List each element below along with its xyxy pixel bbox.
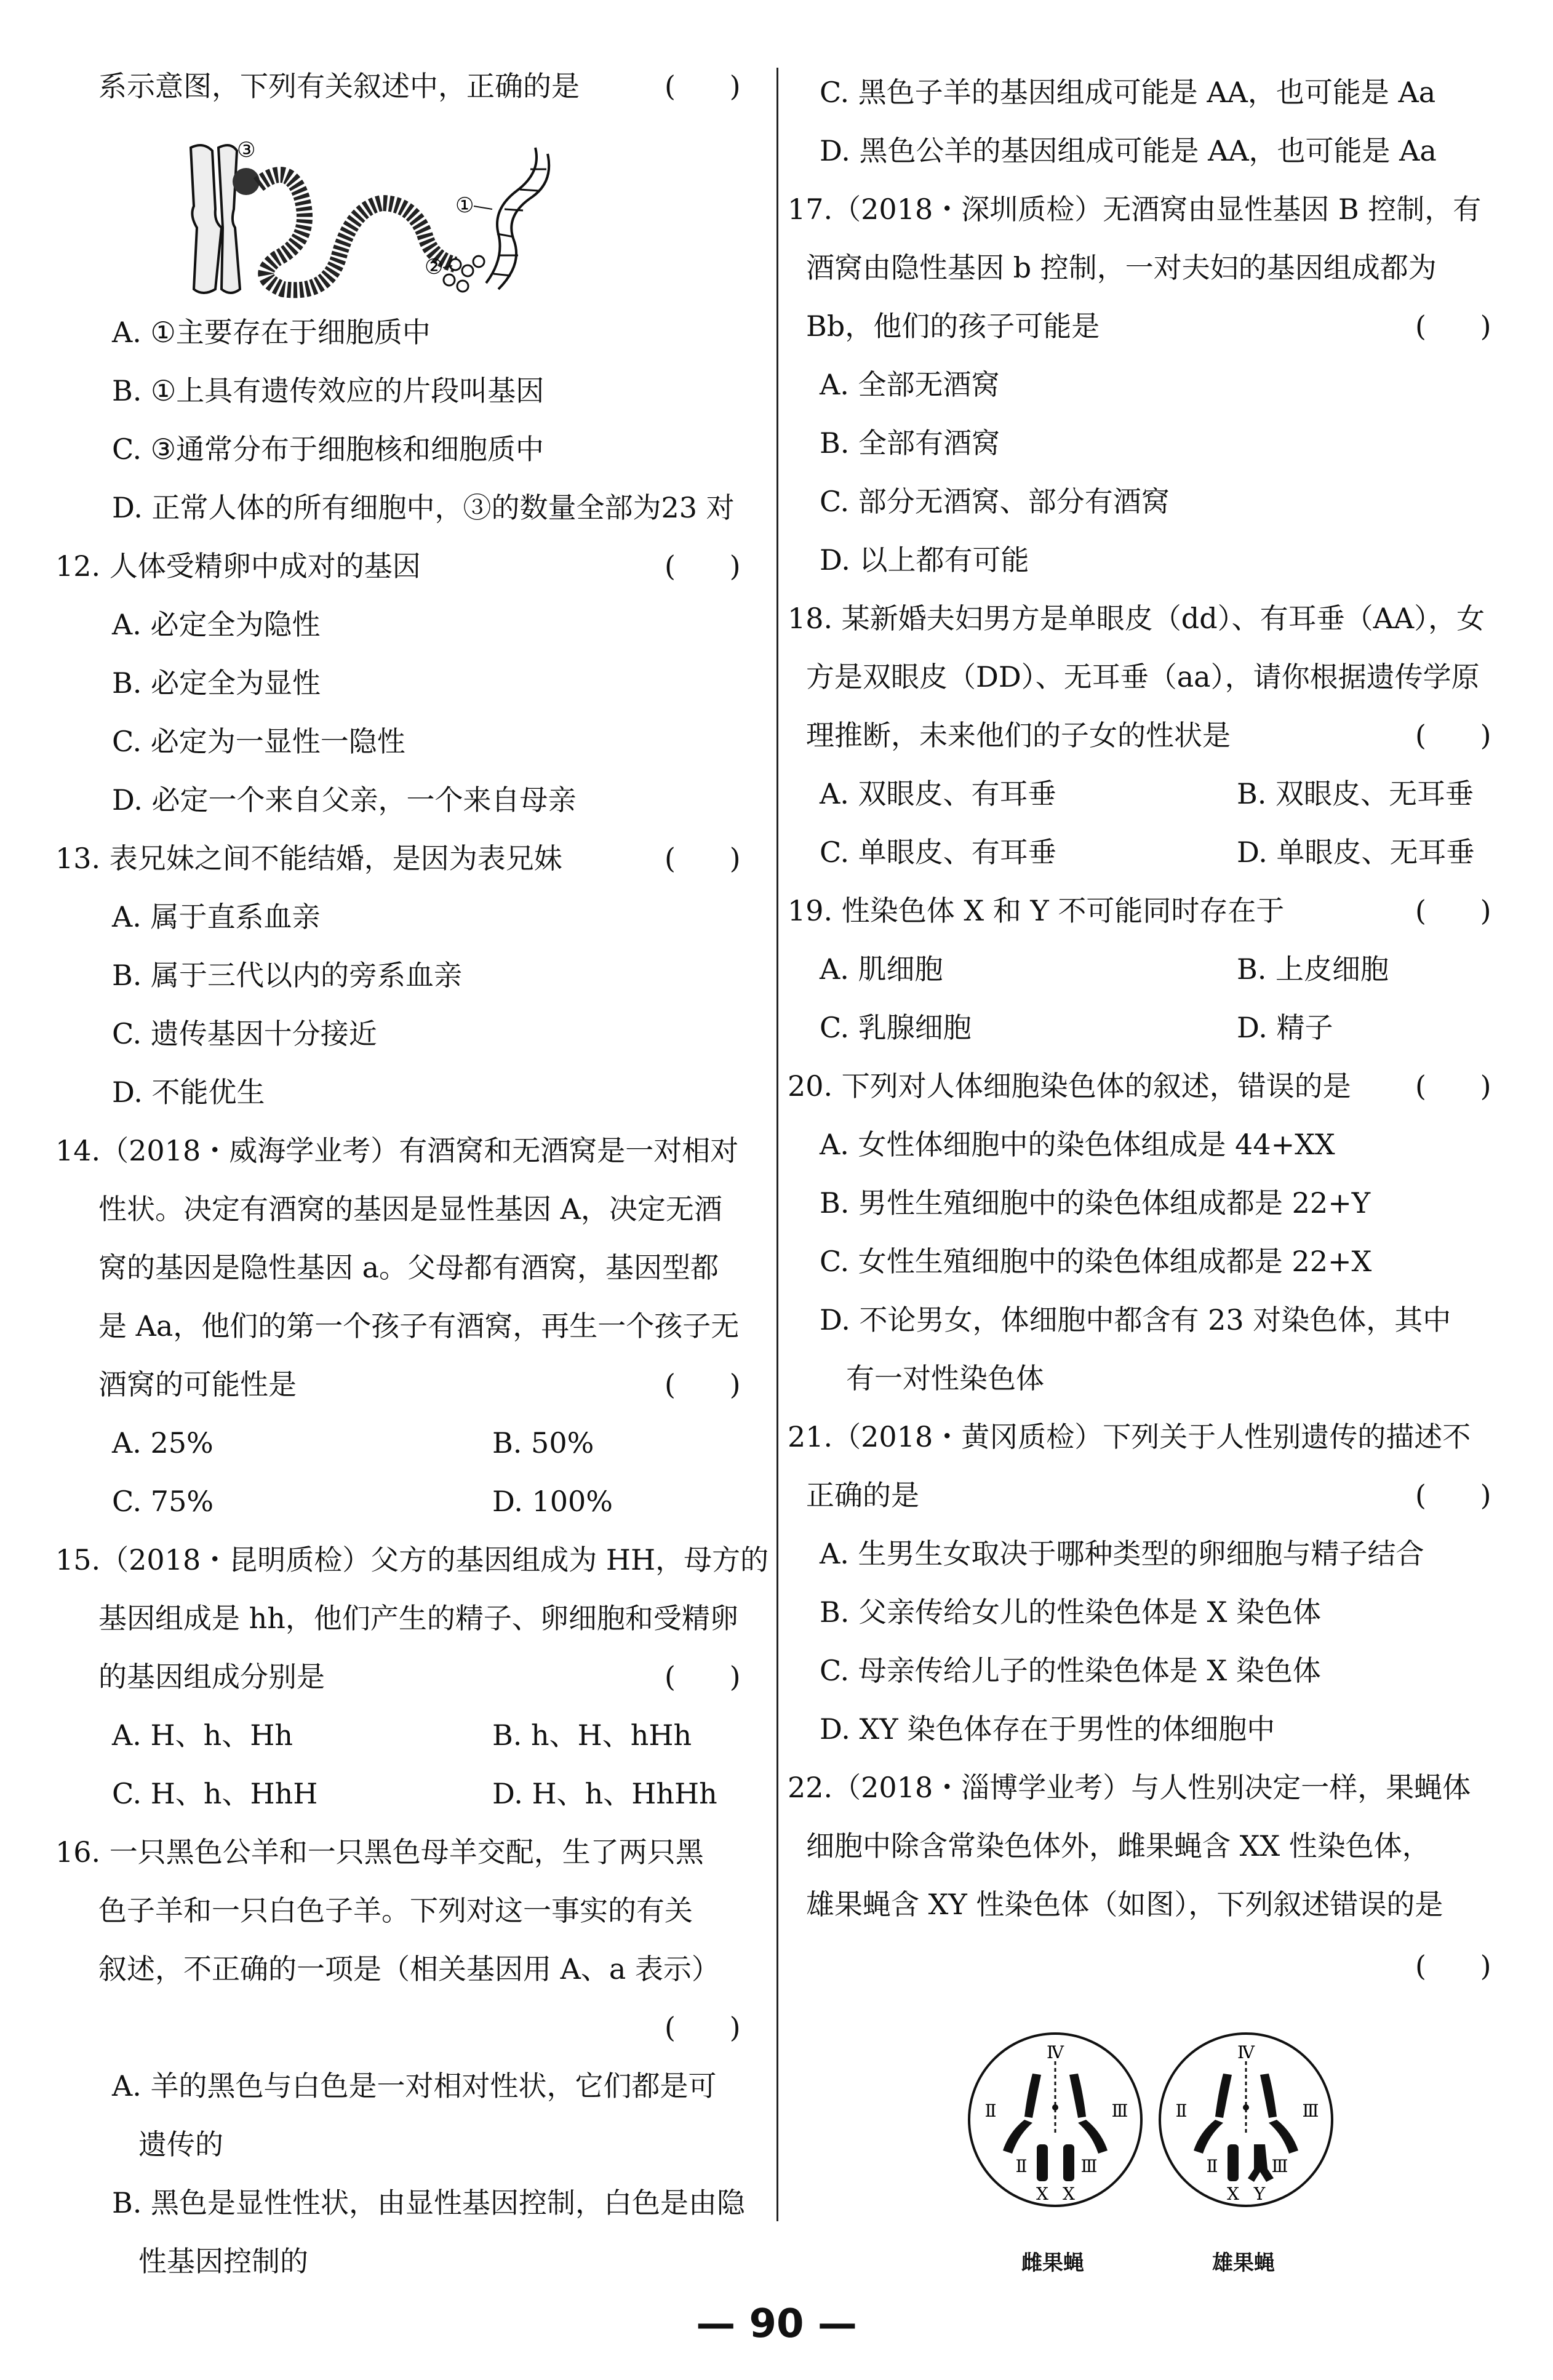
q15-option-b: B. h、H、hHh (492, 1719, 692, 1752)
q13-option-d: D. 不能优生 (112, 1076, 265, 1109)
q12-stem: 12. 人体受精卵中成对的基因 (55, 549, 421, 583)
figure-label-2: ② (425, 255, 444, 279)
chromosome-dna-figure (178, 135, 560, 301)
q19-option-b: B. 上皮细胞 (1237, 952, 1389, 986)
page-number: — 90 — (696, 2301, 857, 2347)
female-label-ii-top: Ⅱ (984, 2101, 997, 2121)
q15-answer-blank: ( ) (665, 1660, 741, 1693)
cell-nucleus-marker (233, 168, 260, 195)
q13-option-c: C. 遗传基因十分接近 (112, 1017, 377, 1050)
q20-option-c: C. 女性生殖细胞中的染色体组成都是 22+X (820, 1245, 1372, 1278)
q20-stem: 20. 下列对人体细胞染色体的叙述，错误的是 (788, 1069, 1351, 1103)
q21-option-b: B. 父亲传给女儿的性染色体是 X 染色体 (820, 1595, 1322, 1629)
male-label-iv: Ⅳ (1237, 2042, 1255, 2063)
q18-option-d: D. 单眼皮、无耳垂 (1237, 836, 1475, 869)
q16-option-b: B. 黑色是显性性状，由显性基因控制，白色是由隐 (112, 2186, 746, 2219)
q21-answer-blank: ( ) (1415, 1479, 1491, 1512)
q16-option-c: C. 黑色子羊的基因组成可能是 AA，也可能是 Aa (820, 76, 1436, 109)
dna-strand-2 (498, 154, 549, 289)
q12-option-c: C. 必定为一显性一隐性 (112, 725, 405, 758)
male-label-ii-top: Ⅱ (1175, 2101, 1188, 2121)
male-fly-caption: 雄果蝇 (1212, 2251, 1275, 2275)
q15-option-d: D. H、h、HhHh (492, 1777, 717, 1810)
q14-option-b: B. 50% (492, 1426, 594, 1460)
q18-line-1: 18. 某新婚夫妇男方是单眼皮（dd）、有耳垂（AA），女 (788, 602, 1485, 635)
dna-rungs (493, 169, 546, 276)
q17-line-1: 17.（2018・深圳质检）无酒窝由显性基因 B 控制，有 (788, 193, 1482, 226)
q20-option-b: B. 男性生殖细胞中的染色体组成都是 22+Y (820, 1186, 1371, 1220)
female-label-iii-bottom: Ⅲ (1080, 2156, 1098, 2176)
q11-answer-blank: ( ) (665, 70, 741, 103)
q22-answer-blank: ( ) (1415, 1949, 1491, 1983)
q15-line-3: 的基因组成分别是 (98, 1660, 325, 1693)
q16-line-1: 16. 一只黑色公羊和一只黑色母羊交配，生了两只黑 (55, 1835, 704, 1869)
q17-option-a: A. 全部无酒窝 (820, 368, 1000, 401)
q14-line-1: 14.（2018・威海学业考）有酒窝和无酒窝是一对相对 (55, 1134, 739, 1167)
q19-answer-blank: ( ) (1415, 894, 1491, 927)
q19-option-a: A. 肌细胞 (820, 952, 943, 986)
male-sex-chromosome-y: Y (1253, 2184, 1266, 2204)
q21-line-1: 21.（2018・黄冈质检）下列关于人性别遗传的描述不 (788, 1420, 1471, 1453)
chromosome-icon (191, 145, 240, 293)
column-divider (777, 68, 778, 2221)
female-sex-chromosome-2: X (1063, 2184, 1075, 2204)
q17-answer-blank: ( ) (1415, 309, 1491, 343)
male-label-ii-bottom: Ⅱ (1206, 2156, 1218, 2176)
q16-line-3: 叙述，不正确的一项是（相关基因用 A、a 表示） (98, 1952, 720, 1986)
female-sex-chromosome-1: X (1036, 2184, 1048, 2204)
female-label-iii-top: Ⅲ (1111, 2101, 1128, 2121)
q21-line-2: 正确的是 (806, 1479, 919, 1512)
q17-option-b: B. 全部有酒窝 (820, 426, 1000, 460)
q18-option-c: C. 单眼皮、有耳垂 (820, 836, 1056, 869)
female-label-ii-bottom: Ⅱ (1015, 2156, 1028, 2176)
q12-option-b: B. 必定全为显性 (112, 666, 321, 700)
figure-label-1: ① (455, 193, 474, 218)
male-karyotype-circle (1160, 2034, 1332, 2206)
q11-option-c: C. ③通常分布于细胞核和细胞质中 (112, 433, 545, 466)
q14-line-5: 酒窝的可能性是 (98, 1368, 297, 1401)
q21-option-d: D. XY 染色体存在于男性的体细胞中 (820, 1712, 1276, 1746)
q13-option-b: B. 属于三代以内的旁系血亲 (112, 959, 463, 992)
q14-option-d: D. 100% (492, 1485, 613, 1518)
q22-line-1: 22.（2018・淄博学业考）与人性别决定一样，果蝇体 (788, 1771, 1471, 1804)
q20-option-d-cont: 有一对性染色体 (846, 1362, 1044, 1395)
q20-option-d: D. 不论男女，体细胞中都含有 23 对染色体，其中 (820, 1303, 1451, 1336)
q19-option-c: C. 乳腺细胞 (820, 1011, 972, 1044)
q18-option-a: A. 双眼皮、有耳垂 (820, 777, 1056, 810)
q18-option-b: B. 双眼皮、无耳垂 (1237, 777, 1474, 810)
q18-answer-blank: ( ) (1415, 719, 1491, 752)
q16-option-a: A. 羊的黑色与白色是一对相对性状，它们都是可 (112, 2069, 717, 2102)
female-label-iv: Ⅳ (1047, 2042, 1064, 2063)
q14-line-3: 窝的基因是隐性基因 a。父母都有酒窝，基因型都 (98, 1251, 719, 1284)
q16-answer-blank: ( ) (665, 2011, 741, 2044)
q15-line-2: 基因组成是 hh，他们产生的精子、卵细胞和受精卵 (98, 1602, 738, 1635)
q16-option-b-cont: 性基因控制的 (138, 2245, 308, 2278)
q12-answer-blank: ( ) (665, 549, 741, 583)
q16-option-a-cont: 遗传的 (138, 2128, 223, 2161)
q14-line-4: 是 Aa，他们的第一个孩子有酒窝，再生一个孩子无 (98, 1309, 740, 1343)
q17-option-c: C. 部分无酒窝、部分有酒窝 (820, 485, 1170, 518)
q22-line-3: 雄果蝇含 XY 性染色体（如图），下列叙述错误的是 (806, 1888, 1443, 1921)
q21-option-c: C. 母亲传给儿子的性染色体是 X 染色体 (820, 1654, 1321, 1687)
q11-option-b: B. ①上具有遗传效应的片段叫基因 (112, 374, 545, 407)
q13-answer-blank: ( ) (665, 842, 741, 875)
male-sex-chromosome-x: X (1227, 2184, 1239, 2204)
q17-line-3: Bb，他们的孩子可能是 (806, 309, 1100, 343)
q18-line-3: 理推断，未来他们的子女的性状是 (806, 719, 1231, 752)
female-karyotype-circle (969, 2034, 1141, 2206)
q14-answer-blank: ( ) (665, 1368, 741, 1401)
q17-option-d: D. 以上都有可能 (820, 543, 1029, 577)
q14-option-a: A. 25% (112, 1426, 214, 1460)
q19-stem: 19. 性染色体 X 和 Y 不可能同时存在于 (788, 894, 1285, 927)
q15-line-1: 15.（2018・昆明质检）父方的基因组成为 HH，母方的 (55, 1543, 769, 1576)
q13-stem: 13. 表兄妹之间不能结婚，是因为表兄妹 (55, 842, 562, 875)
q12-option-d: D. 必定一个来自父亲，一个来自母亲 (112, 783, 577, 817)
q21-option-a: A. 生男生女取决于哪种类型的卵细胞与精子结合 (820, 1537, 1424, 1570)
q16-line-2: 色子羊和一只白色子羊。下列对这一事实的有关 (98, 1894, 693, 1927)
q14-line-2: 性状。决定有酒窝的基因是显性基因 A，决定无酒 (98, 1192, 722, 1226)
q16-option-d: D. 黑色公羊的基因组成可能是 AA，也可能是 Aa (820, 134, 1437, 167)
q20-option-a: A. 女性体细胞中的染色体组成是 44+XX (820, 1128, 1335, 1161)
q11-stem: 系示意图，下列有关叙述中，正确的是 (98, 70, 580, 103)
figure-label-3: ③ (237, 138, 256, 162)
q15-option-c: C. H、h、HhH (112, 1777, 318, 1810)
female-fly-caption: 雌果蝇 (1021, 2251, 1084, 2275)
q11-option-a: A. ①主要存在于细胞质中 (112, 316, 431, 349)
q18-line-2: 方是双眼皮（DD）、无耳垂（aa），请你根据遗传学原 (806, 660, 1480, 693)
q20-answer-blank: ( ) (1415, 1069, 1491, 1103)
q11-option-d: D. 正常人体的所有细胞中，③的数量全部为23 对 (112, 491, 735, 524)
q13-option-a: A. 属于直系血亲 (112, 900, 321, 933)
male-label-iii-bottom: Ⅲ (1271, 2156, 1288, 2176)
q22-line-2: 细胞中除含常染色体外，雌果蝇含 XX 性染色体， (806, 1829, 1431, 1863)
q15-option-a: A. H、h、Hh (112, 1719, 293, 1752)
q12-option-a: A. 必定全为隐性 (112, 608, 321, 641)
dna-strand-1 (486, 148, 537, 283)
fruit-fly-karyotype-figure (966, 2024, 1335, 2246)
q17-line-2: 酒窝由隐性基因 b 控制，一对夫妇的基因组成都为 (806, 251, 1437, 284)
male-label-iii-top: Ⅲ (1302, 2101, 1319, 2121)
q14-option-c: C. 75% (112, 1485, 214, 1518)
q19-option-d: D. 精子 (1237, 1011, 1333, 1044)
